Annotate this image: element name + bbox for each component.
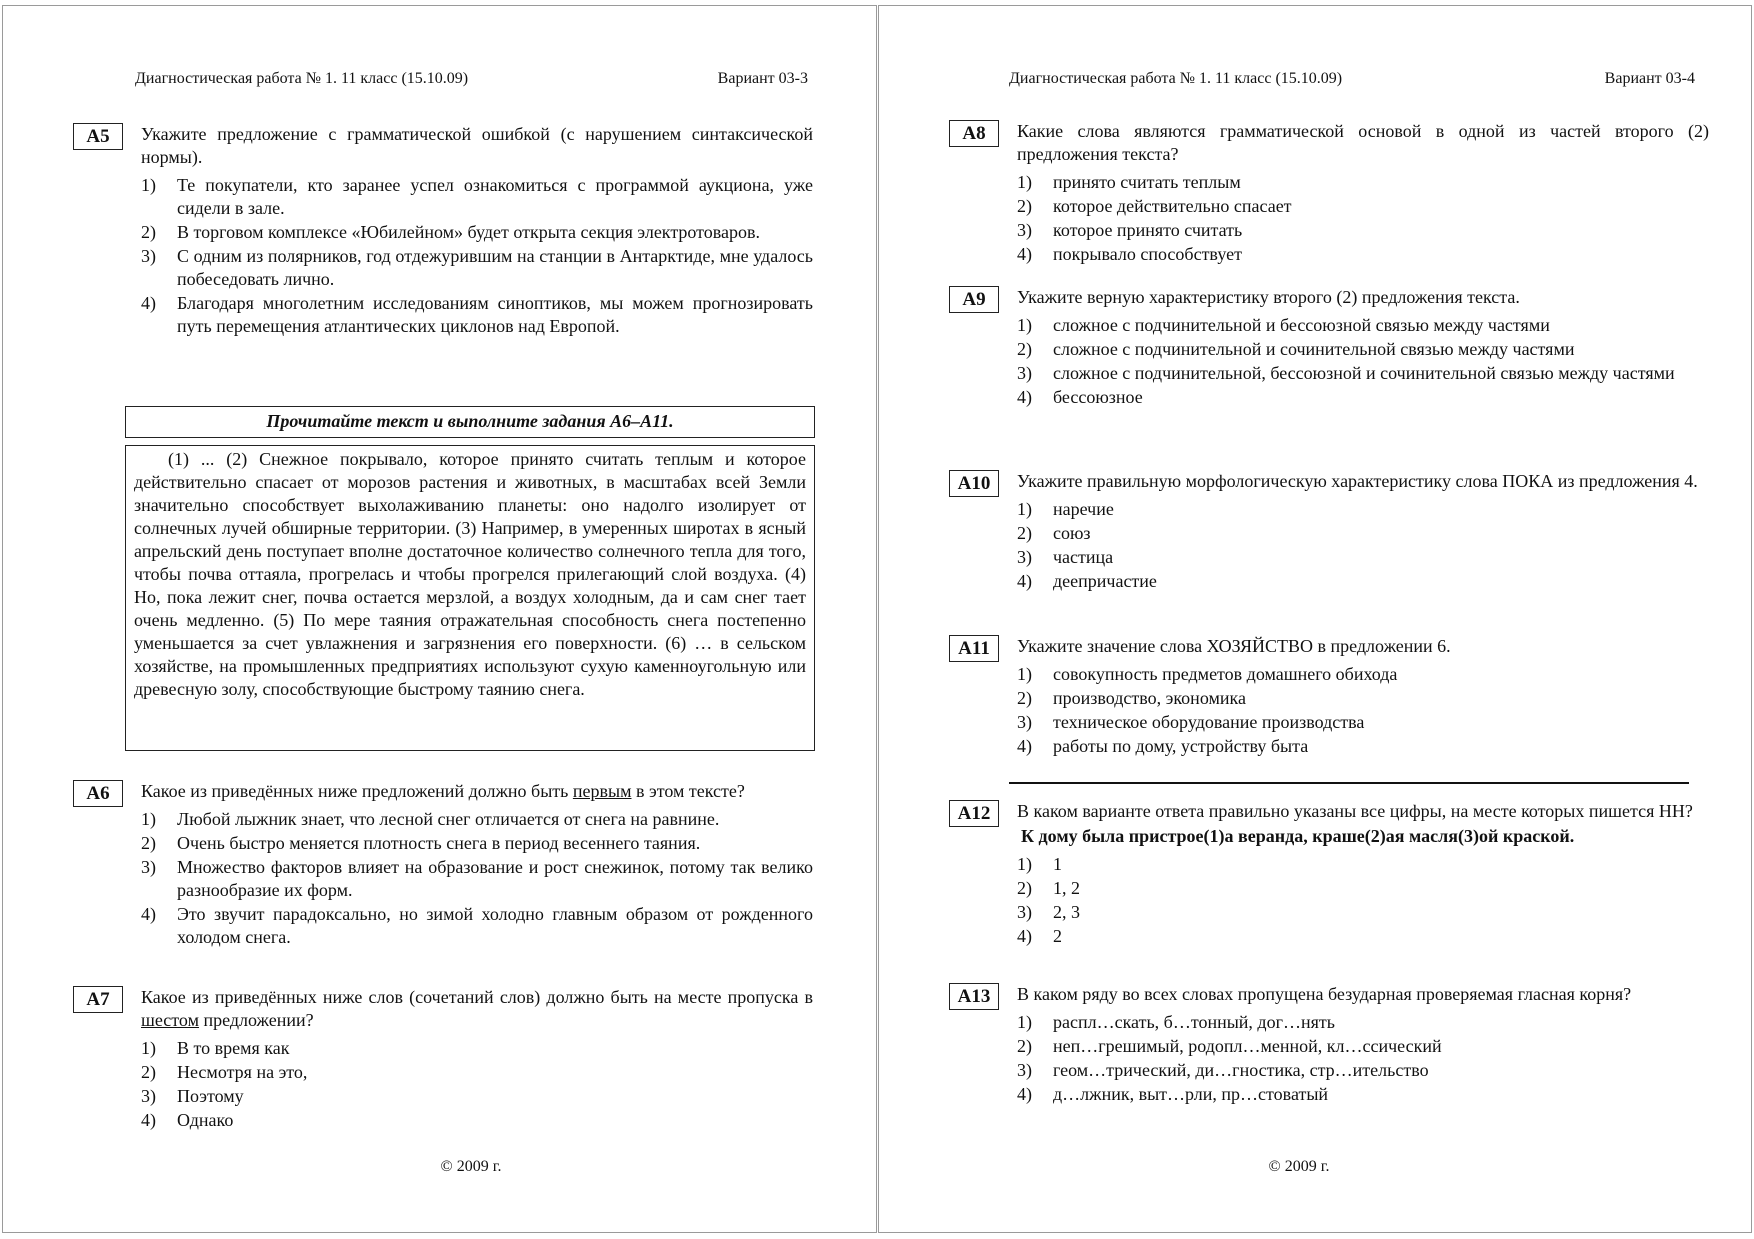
option-text: 2 — [1053, 926, 1062, 946]
option — [1017, 901, 1709, 924]
options-list — [141, 1037, 813, 1132]
option-number: 3) — [1017, 220, 1032, 240]
option-number: 1) — [1017, 1012, 1032, 1032]
task-question: Укажите верную характеристику второго (2) предложения текста. — [1017, 287, 1520, 307]
option — [1017, 314, 1709, 337]
task-a8 — [949, 120, 1709, 267]
option-text: С одним из полярников, год отдежурившим на станции в Антарктиде, мне удалось побеседовать лично. — [177, 246, 813, 289]
question-text: предложении? — [198, 1010, 314, 1030]
option-number: 4) — [1017, 244, 1032, 264]
page-right — [878, 5, 1752, 1233]
option — [1017, 925, 1709, 948]
option-text: производство, экономика — [1053, 688, 1246, 708]
task-tag: А9 — [949, 286, 999, 313]
option-number: 3) — [1017, 902, 1032, 922]
option-number: 3) — [141, 857, 156, 877]
task-question — [141, 780, 813, 803]
option — [1017, 522, 1709, 545]
option — [141, 808, 813, 831]
option-number: 2) — [141, 222, 156, 242]
task-question: В каком ряду во всех словах пропущена безударная проверяемая гласная корня? — [1017, 984, 1632, 1004]
option-text: сложное с подчинительной и сочинительной связью между частями — [1053, 339, 1575, 359]
option-text: частица — [1053, 547, 1114, 567]
task-tag: А7 — [73, 986, 123, 1013]
option — [1017, 243, 1709, 266]
option-number: 1) — [1017, 854, 1032, 874]
options-list — [1017, 498, 1709, 593]
option-text: Множество факторов влияет на образование и рост снежинок, потому так велико разнообразие их форм. — [177, 857, 813, 900]
option-number: 4) — [1017, 571, 1032, 591]
task-a13 — [949, 983, 1709, 1107]
option-text: В то время как — [177, 1038, 290, 1058]
option-text: союз — [1053, 523, 1091, 543]
option-text: 1 — [1053, 854, 1062, 874]
option-text: которое принято считать — [1053, 220, 1243, 240]
option-number: 3) — [141, 246, 156, 266]
option-number: 1) — [1017, 499, 1032, 519]
option-text: Благодаря многолетним исследованиям синоптиков, мы можем прогнозировать путь перемещения атлантических циклонов над Европой. — [177, 293, 813, 336]
task-question — [141, 986, 813, 1032]
option-text: 1, 2 — [1053, 878, 1080, 898]
question-text: в этом тексте? — [631, 781, 745, 801]
option-number: 1) — [1017, 172, 1032, 192]
option — [1017, 1011, 1709, 1034]
option-text: Это звучит парадоксально, но зимой холодно главным образом от рожденного холодом снега. — [177, 904, 813, 947]
option-number: 1) — [1017, 664, 1032, 684]
option-text: покрывало способствует — [1053, 244, 1242, 264]
question-text: Какое из приведённых ниже слов (сочетаний слов) должно быть на месте пропуска в — [141, 987, 813, 1007]
option — [1017, 853, 1709, 876]
option — [1017, 711, 1709, 734]
option-text: Однако — [177, 1110, 234, 1130]
option — [141, 856, 813, 902]
task-sentence: К дому была пристрое(1)а веранда, краше(2)ая масля(3)ой краской. — [1021, 826, 1575, 846]
task-a11 — [949, 635, 1709, 759]
option-text: В торговом комплексе «Юбилейном» будет открыта секция электротоваров. — [177, 222, 761, 242]
option-text: деепричастие — [1053, 571, 1157, 591]
option-text: Поэтому — [177, 1086, 244, 1106]
header-title: Диагностическая работа № 1. 11 класс (15.10.09) — [1009, 70, 1343, 87]
option-number: 2) — [1017, 523, 1032, 543]
option — [1017, 546, 1709, 569]
question-text: Какое из приведённых ниже предложений должно быть — [141, 781, 573, 801]
task-question: Укажите предложение с грамматической ошибкой (с нарушением синтаксической нормы). — [141, 124, 813, 167]
option-number: 4) — [141, 293, 156, 313]
task-a12 — [949, 800, 1709, 949]
options-list — [1017, 853, 1709, 948]
option — [1017, 687, 1709, 710]
option — [1017, 735, 1709, 758]
option-number: 1) — [1017, 315, 1032, 335]
task-a5 — [73, 123, 813, 339]
task-a6 — [73, 780, 813, 950]
option — [141, 1037, 813, 1060]
option-number: 1) — [141, 809, 156, 829]
page-header — [1009, 70, 1695, 88]
option — [1017, 219, 1709, 242]
option-number: 3) — [1017, 1060, 1032, 1080]
option-number: 4) — [1017, 387, 1032, 407]
option-number: 1) — [141, 175, 156, 195]
option — [141, 1109, 813, 1132]
option — [141, 245, 813, 291]
option — [141, 1061, 813, 1084]
option-text: сложное с подчинительной и бессоюзной связью между частями — [1053, 315, 1550, 335]
task-question: Укажите правильную морфологическую характеристику слова ПОКА из предложения 4. — [1017, 471, 1698, 491]
option-number: 3) — [141, 1086, 156, 1106]
option-number: 3) — [1017, 547, 1032, 567]
option-number: 3) — [1017, 712, 1032, 732]
option — [1017, 1059, 1709, 1082]
page-header — [135, 70, 808, 88]
option-text: бессоюзное — [1053, 387, 1143, 407]
section-divider — [1009, 782, 1689, 784]
header-variant: Вариант 03-3 — [717, 70, 808, 87]
option — [1017, 570, 1709, 593]
option-text: Любой лыжник знает, что лесной снег отличается от снега на равнине. — [177, 809, 720, 829]
option-text: Очень быстро меняется плотность снега в период весеннего таяния. — [177, 833, 701, 853]
option — [141, 292, 813, 338]
option — [141, 832, 813, 855]
task-a7 — [73, 986, 813, 1133]
option-text: наречие — [1053, 499, 1114, 519]
task-a9 — [949, 286, 1709, 410]
task-tag: А11 — [949, 635, 999, 662]
options-list — [1017, 1011, 1709, 1106]
option — [1017, 338, 1709, 361]
option — [141, 903, 813, 949]
option-number: 2) — [141, 1062, 156, 1082]
options-list — [1017, 663, 1709, 758]
option — [1017, 386, 1709, 409]
task-tag: А5 — [73, 123, 123, 150]
task-tag: А12 — [949, 800, 999, 827]
header-variant: Вариант 03-4 — [1604, 70, 1695, 87]
option-number: 4) — [1017, 1084, 1032, 1104]
option-text: 2, 3 — [1053, 902, 1080, 922]
option — [1017, 1083, 1709, 1106]
option-text: д…лжник, выт…рли, пр…стоватый — [1053, 1084, 1329, 1104]
task-tag: А10 — [949, 470, 999, 497]
reading-passage: (1) ... (2) Снежное покрывало, которое принято считать теплым и которое действительно спасает от морозов растения и животных, в масштабах всей Земли значительно способствует выхолаживанию планеты: оно надолго изолирует от солнечных лучей обширные территории. (3) Например, в умеренных широтах в ясный апрельский день поступает вполне достаточное количество солнечного тепла для того, чтобы почва оттаяла, прогрелась и чтобы прогрелся прилегающий слой воздуха. (4) Но, пока лежит снег, почва остается мерзлой, а воздух холодным, да и сам снег тает очень медленно. (5) По мере таяния отражательная способность снега постепенно уменьшается за счет увлажнения и загрязнения его поверхности. (6) … в сельском хозяйстве, на промышленных предприятиях используют сухую каменноугольную или древесную золу, способствующие быстрому таянию снега. — [125, 445, 815, 751]
option-number: 2) — [1017, 339, 1032, 359]
task-question: В каком варианте ответа правильно указаны все цифры, на месте которых пишется НН? — [1017, 801, 1693, 821]
task-a10 — [949, 470, 1709, 594]
task-tag: А6 — [73, 780, 123, 807]
option — [1017, 498, 1709, 521]
option-number: 3) — [1017, 363, 1032, 383]
question-key-word: шестом — [141, 1010, 199, 1030]
option — [141, 221, 813, 244]
option-text: Несмотря на это, — [177, 1062, 308, 1082]
task-tag: А8 — [949, 120, 999, 147]
option-text: совокупность предметов домашнего обихода — [1053, 664, 1398, 684]
reading-title: Прочитайте текст и выполните задания А6–А11. — [125, 406, 815, 438]
option-number: 2) — [141, 833, 156, 853]
option-text: неп…грешимый, родопл…менной, кл…ссический — [1053, 1036, 1442, 1056]
page-footer: © 2009 г. — [1268, 1158, 1330, 1175]
page-left — [2, 5, 877, 1233]
option — [141, 174, 813, 220]
task-question: Укажите значение слова ХОЗЯЙСТВО в предложении 6. — [1017, 636, 1451, 656]
task-tag: А13 — [949, 983, 999, 1010]
option-number: 2) — [1017, 196, 1032, 216]
option-number: 4) — [141, 904, 156, 924]
option-text: работы по дому, устройству быта — [1053, 736, 1309, 756]
question-key-word: первым — [572, 781, 632, 801]
option-text: геом…трический, ди…гностика, стр…ительство — [1053, 1060, 1429, 1080]
option — [1017, 171, 1709, 194]
option-number: 2) — [1017, 1036, 1032, 1056]
option-text: техническое оборудование производства — [1053, 712, 1365, 732]
option-number: 2) — [1017, 688, 1032, 708]
option-text: Те покупатели, кто заранее успел ознакомиться с программой аукциона, уже сидели в зале. — [177, 175, 813, 218]
option — [1017, 877, 1709, 900]
option-number: 4) — [1017, 736, 1032, 756]
options-list — [1017, 171, 1709, 266]
option-text: принято считать теплым — [1053, 172, 1241, 192]
option — [1017, 1035, 1709, 1058]
option-number: 4) — [1017, 926, 1032, 946]
options-list — [141, 174, 813, 338]
option-number: 1) — [141, 1038, 156, 1058]
option-number: 4) — [141, 1110, 156, 1130]
option-text: которое действительно спасает — [1053, 196, 1292, 216]
option-text: сложное с подчинительной, бессоюзной и сочинительной связью между частями — [1053, 363, 1675, 383]
option — [141, 1085, 813, 1108]
header-title: Диагностическая работа № 1. 11 класс (15.10.09) — [135, 70, 469, 87]
option-number: 2) — [1017, 878, 1032, 898]
page-footer: © 2009 г. — [440, 1158, 502, 1175]
option-text: распл…скать, б…тонный, дог…нять — [1053, 1012, 1335, 1032]
option — [1017, 663, 1709, 686]
option — [1017, 195, 1709, 218]
option — [1017, 362, 1709, 385]
options-list — [1017, 314, 1709, 409]
task-question: Какие слова являются грамматической основой в одной из частей второго (2) предложения текста? — [1017, 121, 1709, 164]
options-list — [141, 808, 813, 949]
